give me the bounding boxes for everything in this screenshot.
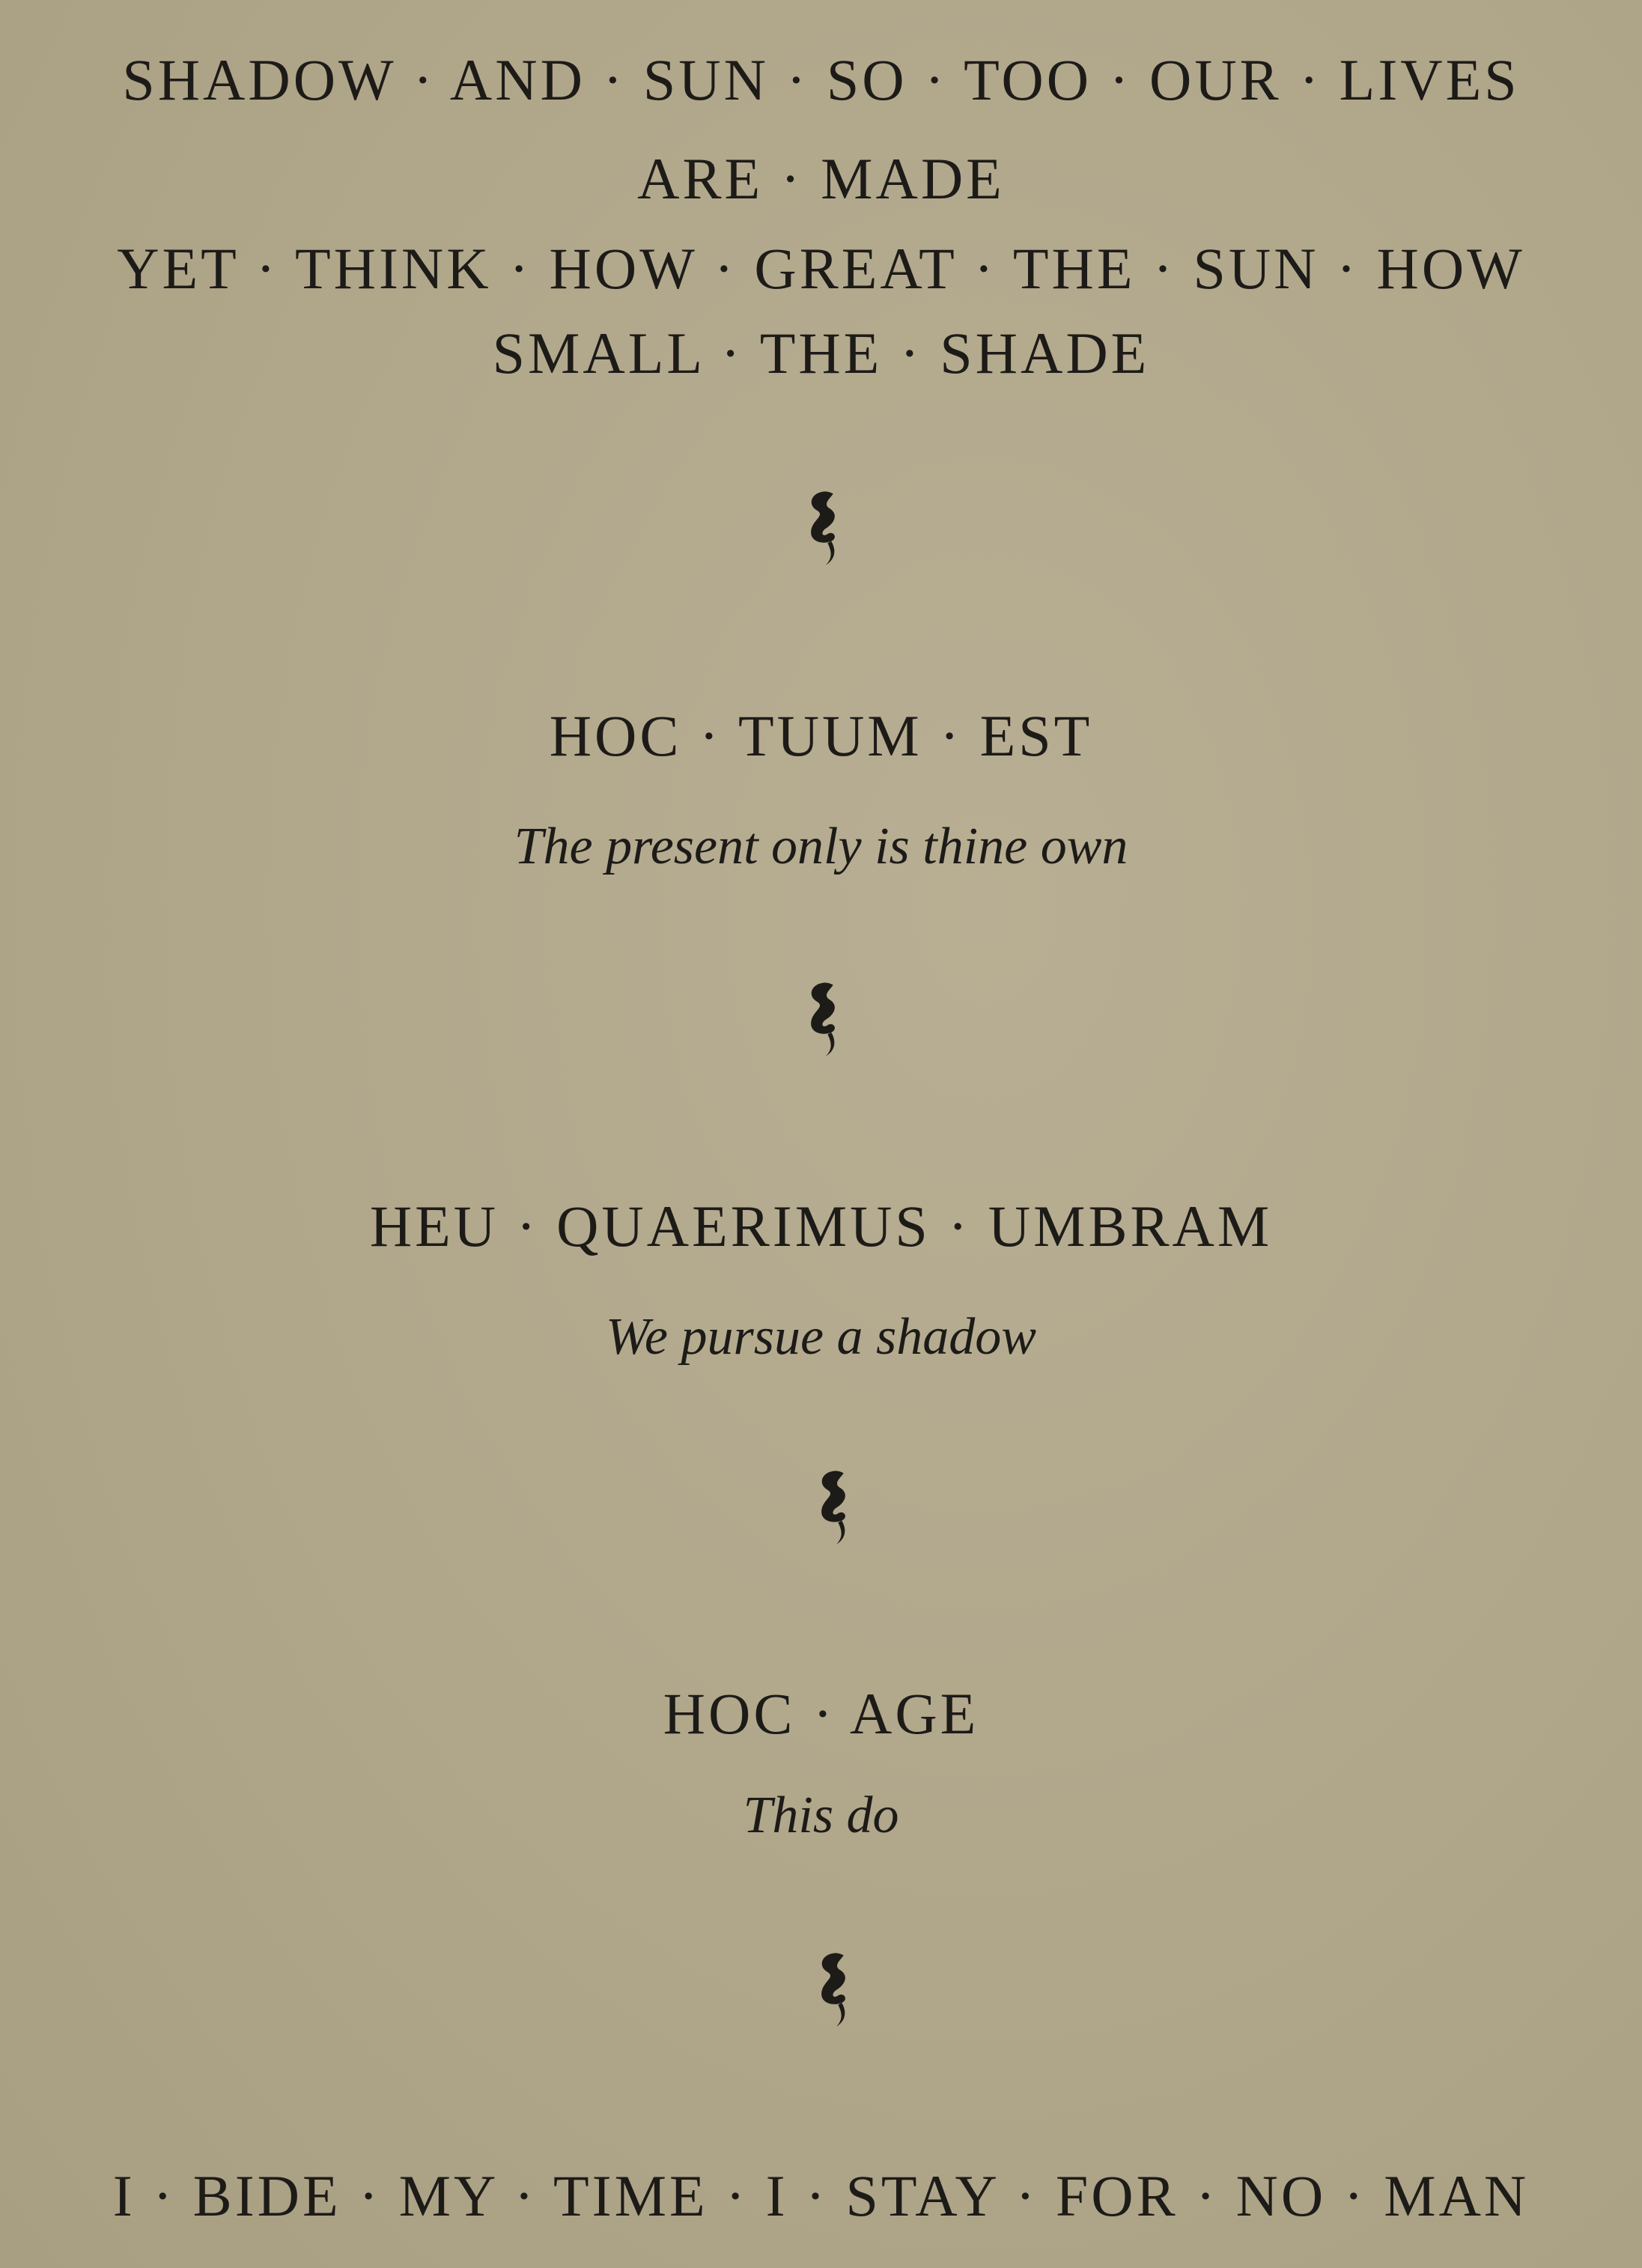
- motto-2-english: We pursue a shadow: [606, 1308, 1036, 1366]
- motto-3-latin: HOC · AGE: [663, 1681, 979, 1746]
- leaf-ornament-icon: [792, 488, 852, 571]
- leaf-ornament-icon: [803, 1468, 863, 1550]
- verse-line-1: SHADOW · AND · SUN · SO · TOO · OUR · LIVES: [122, 47, 1520, 112]
- motto-1-english: The present only is thine own: [514, 818, 1128, 875]
- leaf-ornament-icon: [792, 979, 852, 1062]
- verse-line-3: YET · THINK · HOW · GREAT · THE · SUN · HOW: [117, 236, 1525, 301]
- leaf-ornament-icon: [803, 1950, 863, 2032]
- closing-motto: I · BIDE · MY · TIME · I · STAY · FOR · NO · MAN: [112, 2163, 1530, 2228]
- motto-1-latin: HOC · TUUM · EST: [549, 703, 1093, 768]
- motto-3-english: This do: [743, 1787, 899, 1844]
- verse-line-2: ARE · MADE: [637, 146, 1005, 211]
- verse-line-4: SMALL · THE · SHADE: [492, 320, 1150, 386]
- motto-2-latin: HEU · QUAERIMUS · UMBRAM: [369, 1194, 1273, 1259]
